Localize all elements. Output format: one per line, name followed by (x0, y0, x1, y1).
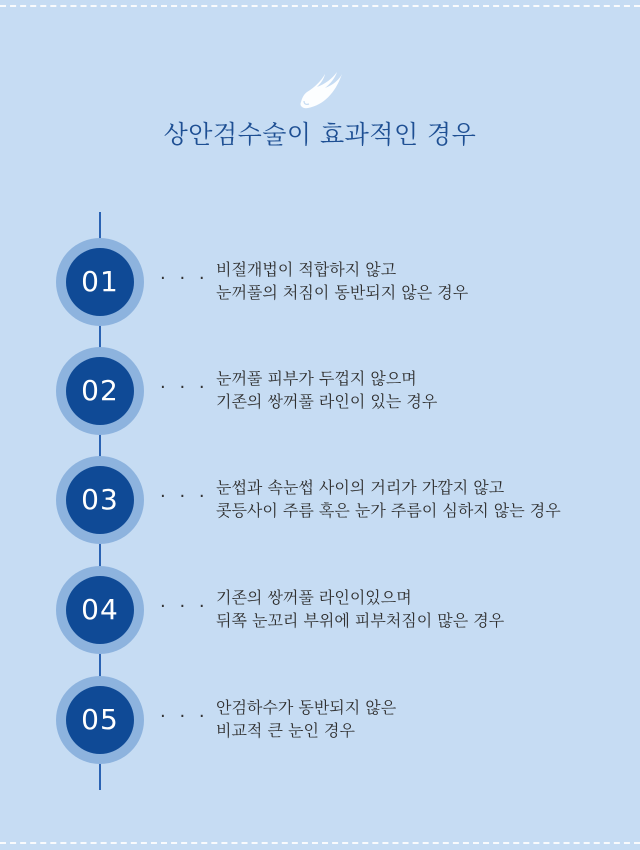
number-badge: 03 (66, 466, 134, 534)
page-title: 상안검수술이 효과적인 경우 (163, 120, 477, 149)
list-item (0, 566, 640, 662)
description-line: 콧등사이 주름 혹은 눈가 주름이 심하지 않는 경우 (216, 501, 561, 520)
item-description (216, 696, 626, 742)
list-item (0, 676, 640, 772)
description-line: 기존의 쌍꺼풀 라인이 있는 경우 (216, 392, 438, 411)
description-line: 뒤쪽 눈꼬리 부위에 피부처짐이 많은 경우 (216, 611, 505, 630)
description-line: 눈꺼풀 피부가 두껍지 않으며 (216, 369, 417, 388)
dots-separator: · · · (160, 596, 209, 617)
item-description (216, 476, 626, 522)
item-description (216, 586, 626, 632)
description-line: 안검하수가 동반되지 않은 (216, 698, 397, 717)
item-description (216, 258, 626, 304)
dots-separator: · · · (160, 377, 209, 398)
description-line: 눈꺼풀의 처짐이 동반되지 않은 경우 (216, 283, 469, 302)
wing-icon (295, 68, 345, 110)
list-item (0, 238, 640, 334)
description-line: 비교적 큰 눈인 경우 (216, 721, 355, 740)
number-badge: 02 (66, 357, 134, 425)
list-item (0, 456, 640, 552)
bottom-dashed-border (0, 842, 640, 844)
description-line: 눈썹과 속눈썹 사이의 거리가 가깝지 않고 (216, 478, 505, 497)
item-description (216, 367, 626, 413)
number-badge: 01 (66, 248, 134, 316)
dots-separator: · · · (160, 268, 209, 289)
number-badge: 04 (66, 576, 134, 644)
dots-separator: · · · (160, 706, 209, 727)
dots-separator: · · · (160, 486, 209, 507)
number-badge: 05 (66, 686, 134, 754)
description-line: 기존의 쌍꺼풀 라인이있으며 (216, 588, 412, 607)
list-item (0, 347, 640, 443)
description-line: 비절개법이 적합하지 않고 (216, 260, 397, 279)
top-dashed-border (0, 5, 640, 7)
